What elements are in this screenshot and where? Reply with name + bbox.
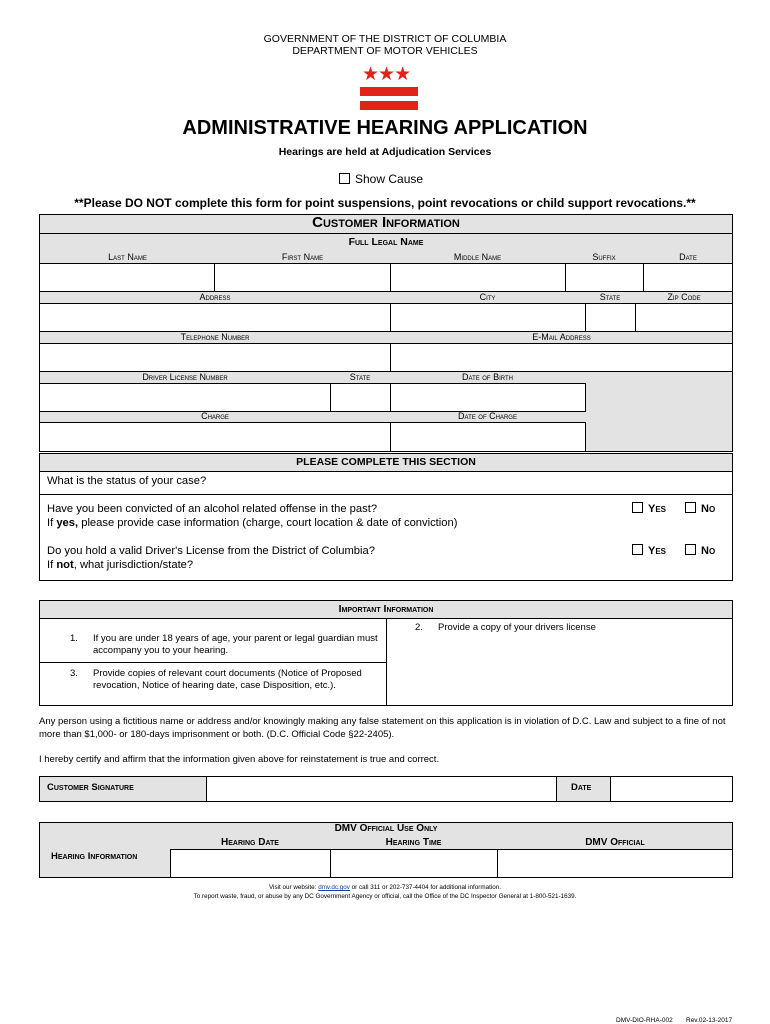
hearing-date-field[interactable] — [170, 849, 331, 878]
dmv-official-field[interactable] — [497, 849, 733, 878]
driver-license-number-label: Driver License Number — [142, 372, 228, 382]
checkbox-icon[interactable] — [632, 544, 643, 555]
item-number: 3. — [70, 668, 78, 679]
license-state-field[interactable] — [330, 383, 391, 412]
date-label: Date — [679, 252, 697, 262]
license-question: Do you hold a valid Driver's License from the District of Columbia? — [47, 545, 375, 557]
form-id: DMV-DIO-RHA-002 — [616, 1017, 673, 1024]
divider — [40, 494, 732, 495]
date-of-birth-label: Date of Birth — [462, 372, 513, 382]
last-name-field[interactable] — [39, 263, 215, 292]
suffix-field[interactable] — [565, 263, 644, 292]
important-title: Important Information — [338, 603, 434, 615]
date-of-charge-label: Date of Charge — [458, 411, 517, 421]
address-label: Address — [199, 292, 231, 302]
star-icon: ★★★ — [362, 64, 411, 85]
customer-information-title: Customer Information — [312, 214, 460, 231]
divider — [386, 619, 387, 706]
full-legal-name-label: Full Legal Name — [348, 236, 424, 248]
page-title: ADMINISTRATIVE HEARING APPLICATION — [182, 117, 588, 139]
date-field[interactable] — [643, 263, 733, 292]
gov-line: GOVERNMENT OF THE DISTRICT OF COLUMBIA — [263, 33, 507, 45]
flag-bar-bottom — [360, 101, 418, 110]
section-title: PLEASE COMPLETE THIS SECTION — [296, 456, 476, 468]
warning-note: **Please DO NOT complete this form for point suspensions, point revocations or child support revocations.** — [74, 196, 696, 210]
middle-name-field[interactable] — [390, 263, 566, 292]
alcohol-question-detail: If yes, please provide case information (charge, court location & date of conviction) — [47, 517, 458, 529]
state-label: State — [599, 292, 621, 302]
first-name-field[interactable] — [214, 263, 391, 292]
hearing-time-label: Hearing Time — [385, 837, 442, 848]
important-item-3: Provide copies of relevant court documents (Notice of Proposed revocation, Notice of hearing date, case Disposition, etc.). — [93, 668, 362, 691]
legal-warning: Any person using a fictitious name or address and/or knowingly making any false statement on this application is in violation of D.C. Law and subject to a fine of not more than $1,000- or 180-days imprisonment or both. (D.C. Official Code §22-2405). — [39, 716, 726, 740]
case-status-question: What is the status of your case? — [47, 475, 207, 487]
footer-contact: Visit our website: dmv.dc.gov or call 311 or 202-737-4404 for additional information. — [268, 884, 502, 891]
dmv-official-use-title: DMV Official Use Only — [334, 823, 438, 834]
date-of-birth-field[interactable] — [390, 383, 586, 412]
dept-line: DEPARTMENT OF MOTOR VEHICLES — [292, 45, 478, 57]
certify-statement: I hereby certify and affirm that the information given above for reinstatement is true and correct. — [39, 754, 440, 765]
customer-signature-field[interactable] — [206, 776, 557, 802]
license-state-label: State — [349, 372, 371, 382]
hearing-time-field[interactable] — [330, 849, 498, 878]
page-subtitle: Hearings are held at Adjudication Services — [278, 146, 492, 158]
dc-flag-logo — [360, 64, 418, 112]
divider — [39, 233, 733, 234]
zip-code-field[interactable] — [635, 303, 733, 332]
important-item-2: Provide a copy of your drivers license — [438, 622, 596, 633]
important-item-1: If you are under 18 years of age, your parent or legal guardian must accompany you to your hearing. — [93, 633, 378, 656]
email-field[interactable] — [390, 343, 733, 372]
divider — [40, 662, 386, 663]
item-number: 2. — [415, 622, 423, 633]
alcohol-yes-option[interactable]: Yes — [632, 502, 666, 515]
license-question-detail: If not, what jurisdiction/state? — [47, 559, 194, 571]
hearing-date-label: Hearing Date — [221, 837, 279, 848]
customer-signature-label: Customer Signature — [47, 782, 134, 793]
state-field[interactable] — [585, 303, 636, 332]
middle-name-label: Middle Name — [453, 252, 502, 262]
telephone-label: Telephone Number — [180, 332, 250, 342]
charge-field[interactable] — [39, 422, 391, 452]
checkbox-icon[interactable] — [685, 544, 696, 555]
email-label: E-Mail Address — [532, 332, 591, 342]
show-cause-label: Show Cause — [355, 172, 424, 186]
checkbox-icon[interactable] — [339, 173, 350, 184]
city-label: City — [479, 292, 496, 302]
last-name-label: Last Name — [108, 252, 147, 262]
charge-label: Charge — [201, 411, 229, 421]
show-cause-option[interactable] — [339, 172, 423, 186]
driver-license-number-field[interactable] — [39, 383, 331, 412]
hearing-information-label: Hearing Information — [51, 851, 138, 862]
first-name-label: First Name — [281, 252, 324, 262]
signature-date-field[interactable] — [610, 776, 733, 802]
license-no-option[interactable]: No — [685, 544, 715, 557]
revision-date: Rev.02-13-2017 — [686, 1017, 733, 1024]
city-field[interactable] — [390, 303, 586, 332]
website-link[interactable]: dmv.dc.gov — [318, 884, 350, 891]
signature-date-label: Date — [571, 782, 592, 793]
zip-code-label: Zip Code — [667, 292, 701, 302]
dmv-official-label: DMV Official — [585, 837, 645, 848]
address-field[interactable] — [39, 303, 391, 332]
footer-fraud-notice: To report waste, fraud, or abuse by any DC Government Agency or official, call the Office of the DC Inspector General at 1-800-521-1639. — [193, 893, 577, 900]
license-yes-option[interactable]: Yes — [632, 544, 666, 557]
item-number: 1. — [70, 633, 78, 644]
alcohol-question: Have you been convicted of an alcohol related offense in the past? — [47, 503, 378, 515]
date-of-charge-field[interactable] — [390, 422, 586, 452]
checkbox-icon[interactable] — [632, 502, 643, 513]
checkbox-icon[interactable] — [685, 502, 696, 513]
alcohol-no-option[interactable]: No — [685, 502, 715, 515]
telephone-field[interactable] — [39, 343, 391, 372]
flag-bar-top — [360, 87, 418, 96]
suffix-label: Suffix — [592, 252, 616, 262]
